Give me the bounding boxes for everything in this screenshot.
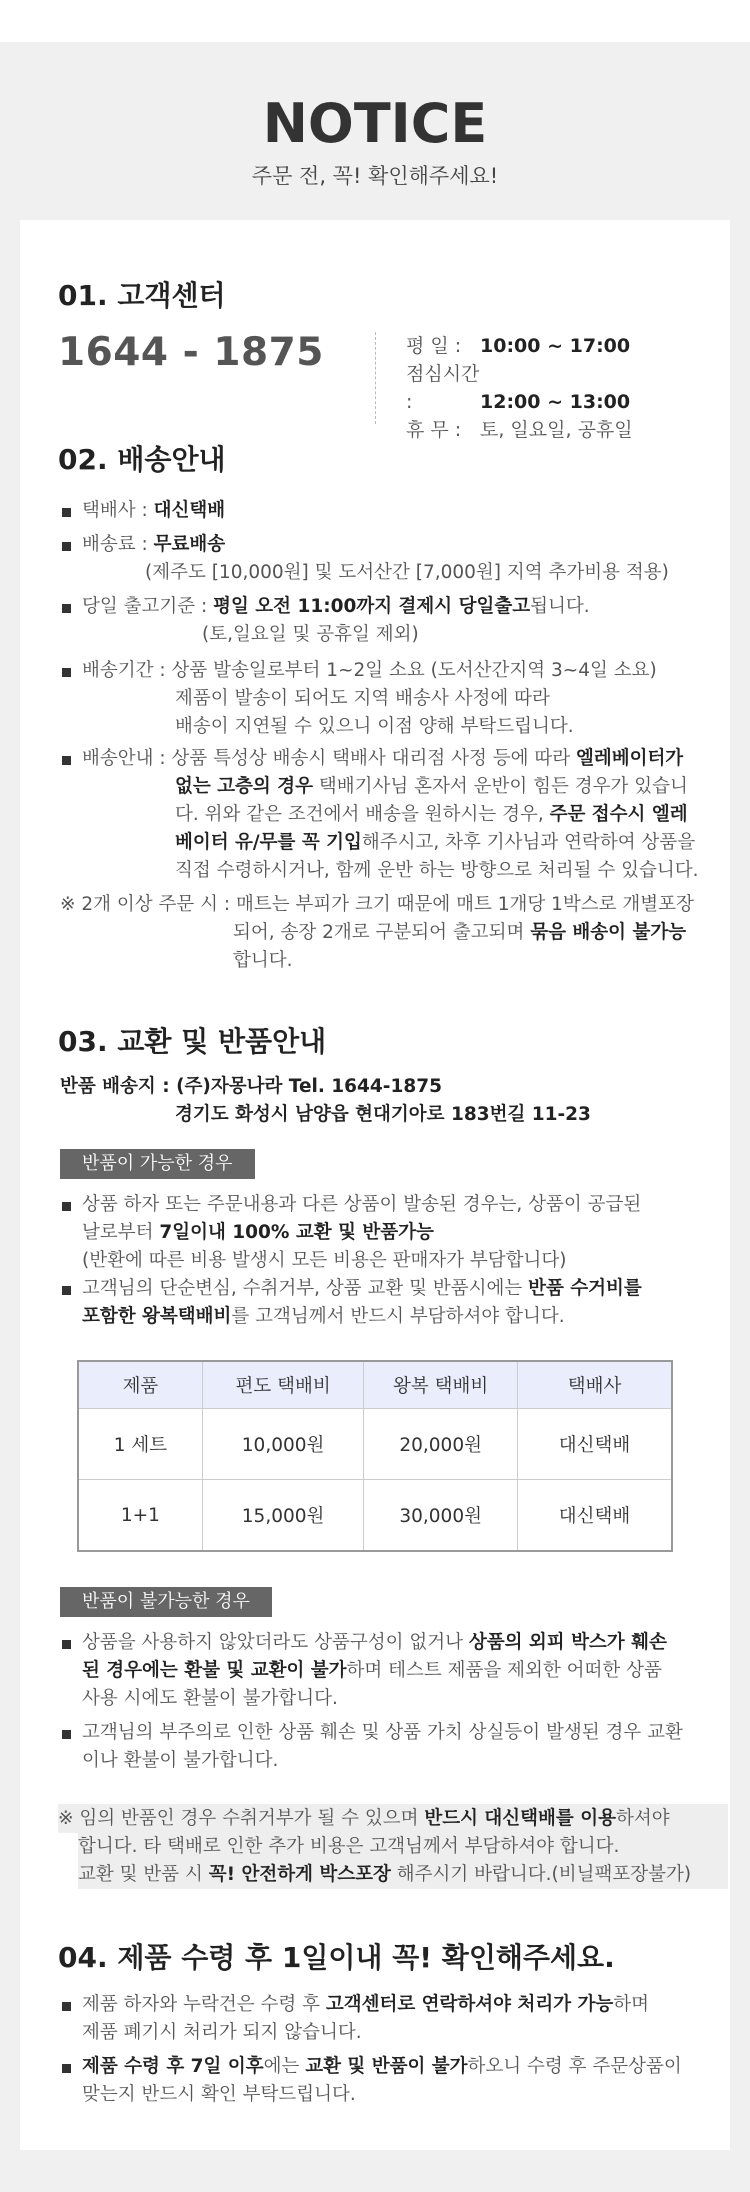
fee-line: 배송료 : 무료배송 [82,534,226,555]
same-day-note: (토,일요일 및 공휴일 제외) [202,624,419,645]
bullet-icon [62,1640,71,1649]
impossible-1-line-3: 사용 시에도 환불이 불가합니다. [82,1688,338,1709]
bullet-icon [62,2002,71,2011]
table-cell: 20,000원 [364,1409,518,1480]
impossible-2-line-1: 고객님의 부주의로 인한 상품 훼손 및 상품 가치 상실등이 발생된 경우 교환 [82,1722,683,1743]
bullet-icon [62,756,71,765]
hours-lunch: 점심시간 : 12:00 ~ 13:00 [406,363,631,413]
possible-1-line-2: 날로부터 7일이내 100% 교환 및 반품가능 [82,1222,434,1243]
section-receipt-check-heading: 04. 제품 수령 후 1일이내 꼭! 확인해주세요. [58,1941,615,1974]
page-title: NOTICE [262,92,488,155]
period-line-1: 배송기간 : 상품 발송일로부터 1~2일 소요 (도서산간지역 3~4일 소요) [82,660,657,681]
table-cell: 15,000원 [202,1480,363,1552]
table-header-row [78,1361,672,1409]
tag-return-impossible: 반품이 불가능한 경우 [60,1587,272,1617]
guide-line-3: 다. 위와 같은 조건에서 배송을 원하시는 경우, 주문 접수시 엘레 [175,804,688,825]
guide-line-2: 없는 고층의 경우 택배기사님 혼자서 운반이 힘든 경우가 있습니 [175,776,688,797]
table-header-cell: 편도 택배비 [202,1361,363,1409]
multi-order-note-1: ※ 2개 이상 주문 시 : 매트는 부피가 크기 때문에 매트 1개당 1박스로 개별포장 [60,894,694,915]
receipt-a-line-1: 제품 하자와 누락건은 수령 후 고객센터로 연락하셔야 처리가 가능하며 [82,1994,649,2015]
possible-1-line-1: 상품 하자 또는 주문내용과 다른 상품이 발송된 경우는, 상품이 공급된 [82,1194,642,1215]
bullet-icon [62,1286,71,1295]
receipt-a-line-2: 제품 폐기시 처리가 되지 않습니다. [82,2022,362,2043]
table-header-cell: 왕복 택배비 [364,1361,518,1409]
bullet-icon [62,668,71,677]
section-return-heading: 03. 교환 및 반품안내 [58,1025,327,1058]
fee-note: (제주도 [10,000원] 및 도서산간 [7,000원] 지역 추가비용 적용) [145,562,669,583]
table-cell: 30,000원 [364,1480,518,1552]
table-header-cell: 제품 [78,1361,202,1409]
table-cell: 1+1 [78,1480,202,1552]
period-line-2: 제품이 발송이 되어도 지역 배송사 사정에 따라 [175,688,550,709]
table-cell: 1 세트 [78,1409,202,1480]
table-row [78,1409,672,1480]
bullet-icon [62,542,71,551]
receipt-b-line-2: 맞는지 반드시 확인 부탁드립니다. [82,2084,356,2105]
impossible-1-line-2: 된 경우에는 환불 및 교환이 불가하며 테스트 제품을 제외한 어떠한 상품 [82,1660,662,1681]
business-hours [406,332,633,444]
table-cell: 대신택배 [518,1409,672,1480]
bullet-icon [62,604,71,613]
notice-card [20,220,730,2150]
possible-2-line-2: 포함한 왕복택배비를 고객님께서 반드시 부담하셔야 합니다. [82,1306,565,1327]
table-cell: 10,000원 [202,1409,363,1480]
bullet-icon [62,2064,71,2073]
impossible-2-line-2: 이나 환불이 불가합니다. [82,1750,279,1771]
impossible-1-line-1: 상품을 사용하지 않았더라도 상품구성이 없거나 상품의 외피 박스가 훼손 [82,1632,667,1653]
table-header-cell: 택배사 [518,1361,672,1409]
guide-line-1: 배송안내 : 상품 특성상 배송시 택배사 대리점 사정 등에 따라 엘레베이터가 [82,748,684,769]
possible-1-line-3: (반환에 따른 비용 발생시 모든 비용은 판매자가 부담합니다) [82,1250,567,1271]
tag-return-possible: 반품이 가능한 경우 [60,1149,255,1179]
customer-center-phone: 1644 - 1875 [58,330,324,375]
return-address-line-1: 반품 배송지 : (주)자몽나라 Tel. 1644-1875 [60,1076,442,1097]
multi-order-note-2: 되어, 송장 2개로 구분되어 출고되며 묶음 배송이 불가능 [233,922,687,943]
bullet-icon [62,508,71,517]
hours-weekday: 평 일 : 10:00 ~ 17:00 [406,335,631,357]
hours-closed: 휴 무 : 토, 일요일, 공휴일 [406,419,633,441]
period-line-3: 배송이 지연될 수 있으니 이점 양해 부탁드립니다. [175,716,574,737]
same-day-line: 당일 출고기준 : 평일 오전 11:00까지 결제시 당일출고됩니다. [82,596,590,617]
guide-line-4: 베이터 유/무를 꼭 기입해주시고, 차후 기사님과 연락하여 상품을 [175,832,696,853]
table-cell: 대신택배 [518,1480,672,1552]
divider [375,332,376,424]
multi-order-note-3: 합니다. [233,950,293,971]
guide-line-5: 직접 수령하시거나, 함께 운반 하는 방향으로 처리될 수 있습니다. [175,860,699,881]
return-notice-line-2: 합니다. 타 택배로 인한 추가 비용은 고객님께서 부담하셔야 합니다. [78,1832,728,1861]
receipt-b-line-1: 제품 수령 후 7일 이후에는 교환 및 반품이 불가하오니 수령 후 주문상품이 [82,2056,682,2077]
section-delivery-heading: 02. 배송안내 [58,443,226,476]
table-row [78,1480,672,1552]
courier-line: 택배사 : 대신택배 [82,500,226,521]
section-customer-center-heading: 01. 고객센터 [58,279,226,312]
return-notice-line-1: ※ 임의 반품인 경우 수취거부가 될 수 있으며 반드시 대신택배를 이용하셔야 [58,1804,728,1833]
page-subtitle: 주문 전, 꼭! 확인해주세요! [251,164,499,188]
bullet-icon [62,1202,71,1211]
bullet-icon [62,1730,71,1739]
return-notice-line-3: 교환 및 반품 시 꼭! 안전하게 박스포장 해주시기 바랍니다.(비닐팩포장불가) [78,1860,728,1889]
return-address-line-2: 경기도 화성시 남양읍 현대기아로 183번길 11-23 [175,1104,591,1125]
possible-2-line-1: 고객님의 단순변심, 수취거부, 상품 교환 및 반품시에는 반품 수거비를 [82,1278,642,1299]
shipping-fee-table [77,1360,673,1552]
